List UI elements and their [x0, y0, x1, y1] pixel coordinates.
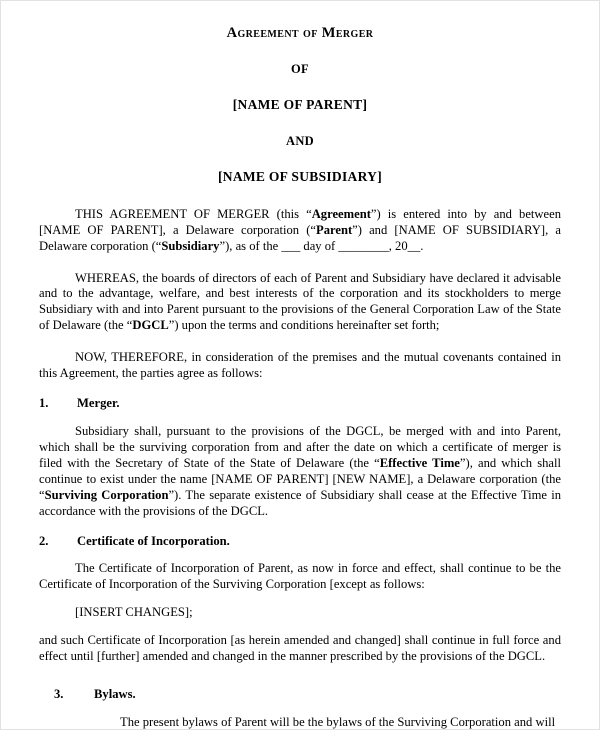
section-title-2: Certificate of Incorporation.: [77, 533, 230, 548]
section-title-3: Bylaws.: [94, 687, 136, 702]
section-number-3: 3.: [54, 687, 64, 702]
party-subsidiary-name: [NAME OF SUBSIDIARY]: [217, 168, 383, 184]
section-3-body: The present bylaws of Parent will be the bylaws of the Surviving Corporation and will: [120, 714, 556, 729]
preamble-text-a: THIS AGREEMENT OF MERGER (this “: [75, 206, 312, 221]
document-header: [39, 25, 561, 185]
section-1-text-c: ”). The separate existence of Subsidiary shall cease at the Effective Time in accordance with the provisions of the DGCL.: [39, 487, 561, 518]
preamble-text-b: ”) is entered into by and between [NAME OF PARENT], a Delaware corporation (“: [39, 206, 561, 237]
section-heading-3: [39, 687, 561, 703]
document-body: [1, 1, 599, 730]
section-heading-2: [39, 534, 561, 550]
whereas-text-b: ”) upon the terms and conditions hereinafter set forth;: [168, 318, 440, 333]
defined-term-subsidiary: Subsidiary: [161, 238, 220, 253]
page-title: Agreement of Merger: [226, 25, 374, 41]
whereas-paragraph: [39, 271, 561, 335]
section-number-2: 2.: [39, 533, 49, 548]
now-therefore-paragraph: NOW, THEREFORE, in consideration of the premises and the mutual covenants contained in this Agreement, the parties agree as follows:: [39, 350, 561, 381]
defined-term-agreement: Agreement: [311, 206, 371, 221]
and-label: AND: [286, 133, 314, 148]
defined-term-parent: Parent: [316, 222, 353, 237]
section-1-body: [39, 424, 561, 520]
preamble-text-c: ”) and [NAME OF SUBSIDIARY], a Delaware corporation (“: [39, 222, 561, 253]
defined-term-dgcl: DGCL: [132, 318, 169, 333]
section-1-text-a: Subsidiary shall, pursuant to the provisions of the DGCL, be merged with and into Parent, which shall be the surviving corporation from and after the date on which a certificate of merger is filed with the Secretary of State of the State of Delaware (the “: [39, 423, 561, 470]
section-1-text-b: ”), and which shall continue to exist under the name [NAME OF PARENT] [NEW NAME], a Delaware corporation (the “: [39, 455, 561, 502]
whereas-text-a: WHEREAS, the boards of directors of each of Parent and Subsidiary have declared it advisable and to the advantage, welfare, and best interests of the corporation and its stockholders to merge Subsidiary with and into Parent pursuant to the provisions of the General Corporation Law of the State of Delaware (the “: [39, 270, 561, 333]
preamble-paragraph: [39, 207, 561, 255]
defined-term-effective-time: Effective Time: [379, 455, 460, 470]
section-2-body-first: The Certificate of Incorporation of Parent, as now in force and effect, shall continue to be the Certificate of Incorporation of the Surviving Corporation [except as follows:: [39, 561, 561, 592]
preamble-text-d: ”), as of the ___ day of ________, 20__.: [219, 238, 424, 253]
section-2-body-second: and such Certificate of Incorporation [as herein amended and changed] shall continue in full force and effect until [further] amended and changed in the manner prescribed by the provisions of the DGCL.: [39, 633, 561, 664]
defined-term-surviving-corporation: Surviving Corporation: [44, 487, 169, 502]
insert-changes-placeholder: [INSERT CHANGES];: [75, 605, 193, 620]
section-title-1: Merger.: [77, 396, 120, 411]
section-heading-1: [39, 396, 561, 412]
party-parent-name: [NAME OF PARENT]: [232, 97, 368, 113]
section-number-1: 1.: [39, 396, 49, 411]
of-label: OF: [291, 62, 309, 77]
